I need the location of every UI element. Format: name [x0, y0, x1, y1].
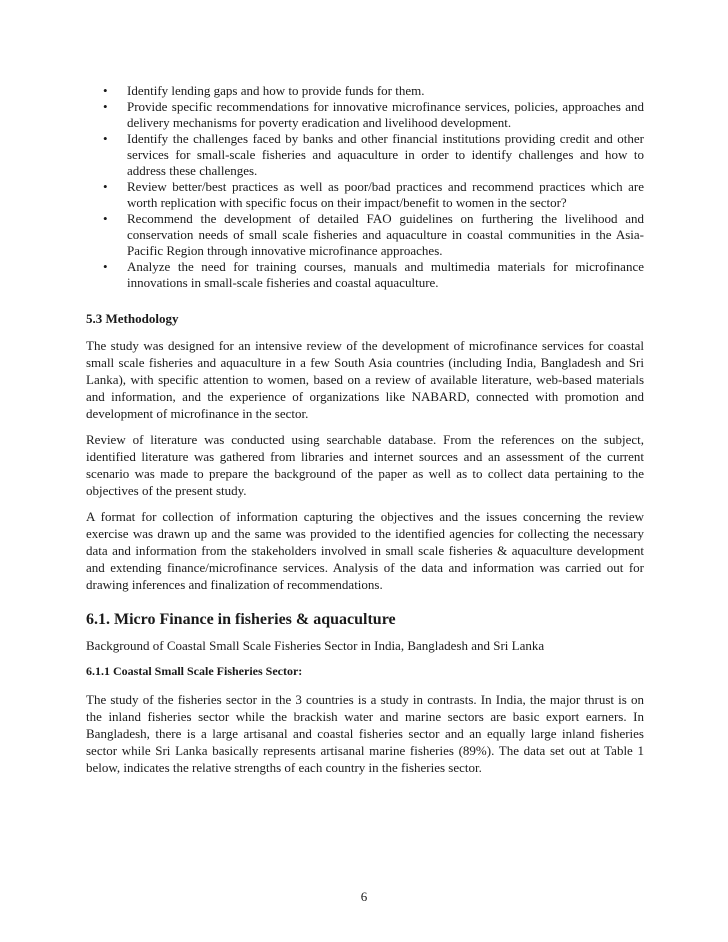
section-6-1-intro: Background of Coastal Small Scale Fisheries Sector in India, Bangladesh and Sri Lanka [86, 638, 545, 653]
bullet-text: Identify the challenges faced by banks and other financial institutions providing credit and other services for small-scale fisheries and aquaculture in order to identify challenges and how to address these challenges. [127, 131, 644, 178]
list-item [86, 99, 644, 131]
bullet-text: Provide specific recommendations for innovative microfinance services, policies, approaches and delivery mechanisms for poverty eradication and livelihood development. [127, 99, 644, 130]
bullet-icon: • [103, 131, 108, 146]
section-6-1-1-heading: 6.1.1 Coastal Small Scale Fisheries Sector: [86, 664, 303, 678]
bullet-text: Analyze the need for training courses, manuals and multimedia materials for microfinance innovations in small-scale fisheries and coastal aquaculture. [127, 259, 644, 290]
list-item [86, 131, 644, 179]
list-item [86, 179, 644, 211]
objectives-bullet-list [86, 83, 644, 291]
section-6-1-heading: 6.1. Micro Finance in fisheries & aquaculture [86, 611, 396, 628]
bullet-icon: • [103, 83, 108, 98]
bullet-icon: • [103, 179, 108, 194]
bullet-icon: • [103, 211, 108, 226]
list-item [86, 83, 644, 99]
methodology-paragraph-3: A format for collection of information capturing the objectives and the issues concerning the review exercise was drawn up and the same was provided to the identified agencies for collecting the necessary data and information from the stakeholders involved in small scale fisheries & aquaculture development and extending finance/microfinance services. Analysis of the data and information was carried out for drawing inferences and finalization of recommendations. [86, 509, 644, 592]
methodology-paragraph-2: Review of literature was conducted using searchable database. From the references on the subject, identified literature was gathered from libraries and internet sources and an assessment of the current scenario was made to prepare the background of the paper as well as to collect data pertaining to the objectives of the present study. [86, 432, 644, 498]
list-item [86, 211, 644, 259]
methodology-paragraph-1: The study was designed for an intensive review of the development of microfinance services for coastal small scale fisheries and aquaculture in a few South Asia countries (including India, Bangladesh and Sri Lanka), with specific attention to women, based on a review of available literature, web-based materials and information, and the experience of organizations like NABARD, connected with promotion and development of microfinance in the sector. [86, 338, 644, 421]
document-page [86, 83, 644, 785]
bullet-text: Identify lending gaps and how to provide funds for them. [127, 83, 425, 98]
list-item [86, 259, 644, 291]
section-6-1-1-paragraph: The study of the fisheries sector in the 3 countries is a study in contrasts. In India, the major thrust is on the inland fisheries sector while the brackish water and marine sectors are basic export earners. In Bangladesh, there is a large artisanal and coastal fisheries sector and an equally large inland fisheries sector while Sri Lanka basically represents artisanal marine fisheries (89%). The data set out at Table 1 below, indicates the relative strengths of each country in the fisheries sector. [86, 692, 644, 775]
bullet-icon: • [103, 99, 108, 114]
page-number: 6 [360, 889, 368, 904]
bullet-text: Review better/best practices as well as poor/bad practices and recommend practices which are worth replication with specific focus on their impact/benefit to women in the sector? [127, 179, 644, 210]
bullet-icon: • [103, 259, 108, 274]
methodology-heading: 5.3 Methodology [86, 311, 179, 326]
bullet-text: Recommend the development of detailed FAO guidelines on furthering the livelihood and conservation needs of small scale fisheries and aquaculture in coastal communities in the Asia-Pacific Region through innovative microfinance approaches. [127, 211, 644, 258]
